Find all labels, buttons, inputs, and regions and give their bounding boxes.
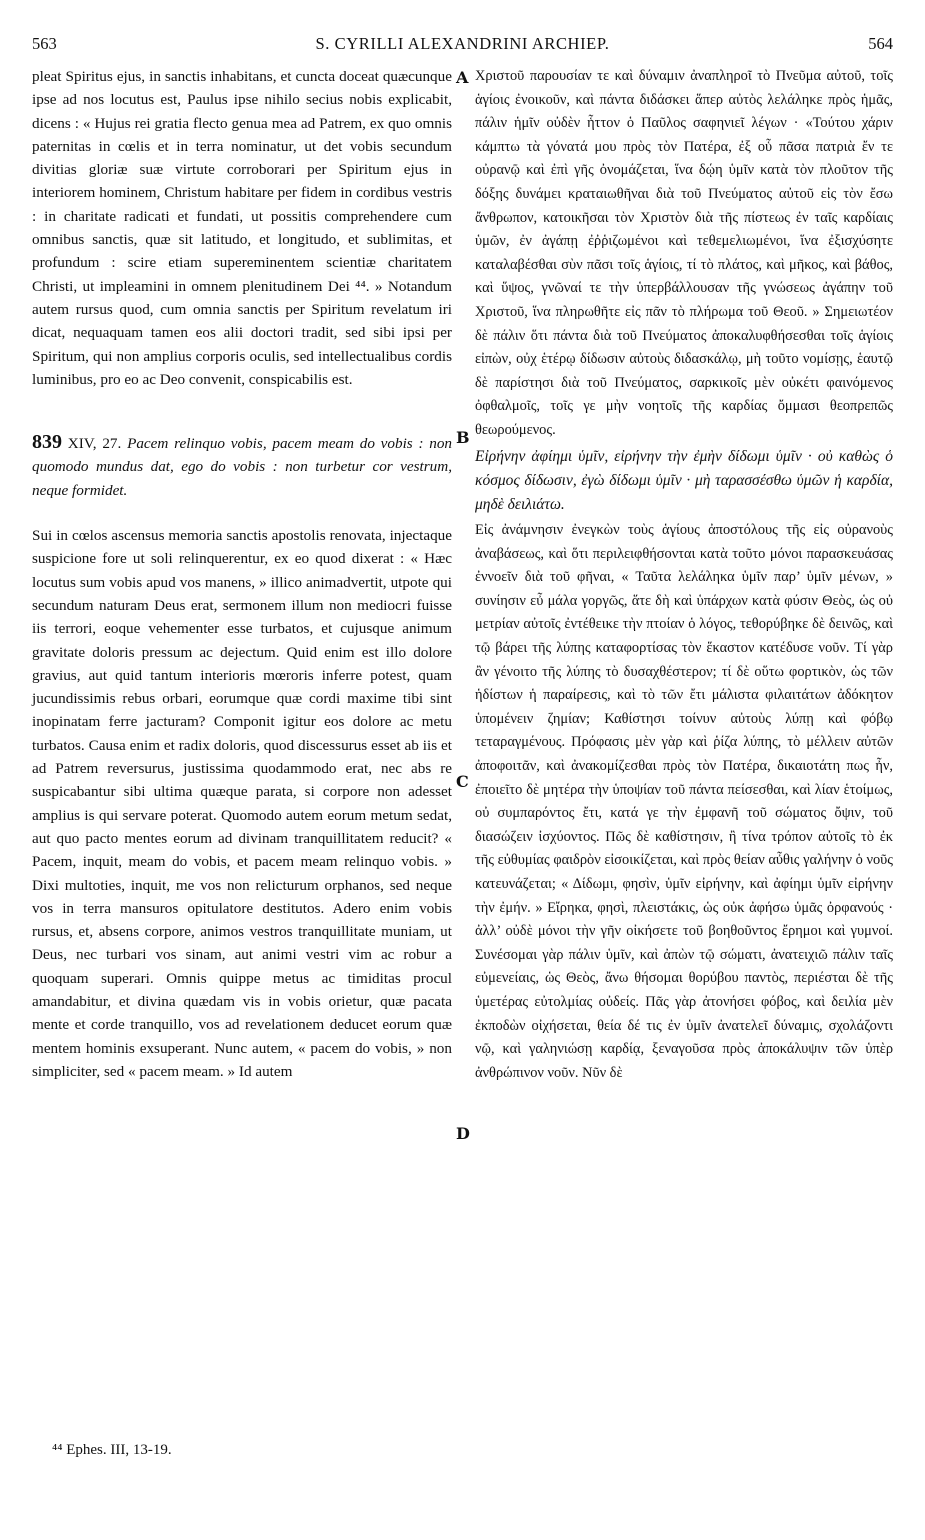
page-number-right: 564 [868,34,893,53]
margin-marker-b: B [456,428,470,447]
margin-marker-d: D [456,1124,470,1143]
latin-paragraph-2: Sui in cœlos ascensus memoria sanctis apostolis renovata, injectaque suspicione fore ut soli relinquerentur, ex eo quod dixerat : « Hæc locutus sum vobis apud vos manens, » illico animadvertit, utpote qui secundum naturam Deus erat, sermonem illum non mediocri fuisse iis terrori, eoque vehementer esse turbatos, et cujusque animum gravitate doloris pressum ac dejectum. Quid enim est illo dolore gravius, aut quid tantum interioris mœroris inferre potest, quam jucundissimis rebus orbari, eorumque quæ cordi maxime tibi sint inopinatam ferre jacturam? Componit igitur eos dolore ac metu turbatos. Causa enim et radix doloris, quod discessurus esset ab iis et ad Patrem reversurus, justissima quodammodo erat, nec abs re suspicabantur sibi ultima quæque parata, si corpore non adesset amplius is qui servare poterat. Quomodo autem eorum metum sedat, aut quo pacto mentes eorum ad divinam tranquillitatem reducit? « Pacem, inquit, meam do vobis, et pacem meam relinquo vobis. » Dixi multoties, inquit, me vos non relicturum orphanos, sed neque vos in terra mansuros opitulatore destitutos. Adero enim vobis rursus, et, absens corpore, animos vestros tranquillitate muniam, ut Deus, nec turbari vos sinam, aut animi vestri vim ac robur a quoquam superari. Omnis quippe metus ac timiditas procul amandabitur, et divina quædam vis in vobis orietur, quæ pacata mente et corde tranquillo, vos ad revelationem deducet eorum quæ mentem hominis exsuperant. Nunc autem, « pacem do vobis, » non simpliciter, sed « pacem meam. » Id autem [32,527,452,1080]
margin-marker-c: C [456,772,469,791]
page-number-left: 563 [32,34,57,53]
greek-paragraph-1: Χριστοῦ παρουσίαν τε καὶ δύναμιν ἀναπληροῖ τὸ Πνεῦμα αὐτοῦ, τοῖς ἁγίοις ἐνοικοῦν, καὶ πάντα διδάσκει ἅπερ αὐτὸς λελάληκε πρὸς ἡμᾶς, πάλιν ἡμῖν οὐδὲν ἧττον ὁ Παῦλος σαφηνιεῖ λέγων · «Τούτου χάριν κάμπτω τὰ γόνατά μου πρὸς τὸν Πατέρα, ἐξ οὗ πᾶσα πατριὰ ἔν τε οὐρανῷ καὶ ἐπὶ γῆς ὀνομάζεται, ἵνα δῴη ὑμῖν κατὰ τὸν πλοῦτον τῆς δόξης δυνάμει κραταιωθῆναι διὰ τοῦ Πνεύματος αὐτοῦ εἰς τὸν ἔσω ἄνθρωπον, κατοικῆσαι τὸν Χριστὸν διὰ τῆς πίστεως ἐν ταῖς καρδίαις ὑμῶν, ἐν ἀγάπῃ ἐῤῥιζωμένοι καὶ τεθεμελιωμένοι, ἵνα ἐξισχύσητε καταλαβέσθαι σὺν πᾶσι τοῖς ἁγίοις, τί τὸ πλάτος, καὶ μῆκος, καὶ βάθος, καὶ ὕψος, γνῶναί τε τὴν ὑπερβάλλουσαν τῆς γνώσεως ἀγάπην τοῦ Χριστοῦ, ἵνα πληρωθῆτε εἰς πᾶν τὸ πλήρωμα τοῦ Θεοῦ. » Σημειωτέον δὲ πάλιν ὅτι πάντα διὰ τοῦ Πνεύματος ἀποκαλυφθήσεσθαι τοῖς ἁγίοις εἰπὼν, οὐχ ἑτέρῳ δίδωσιν αὐτοὺς διδασκάλῳ, μὴ τοῦτο νομίσῃς, ἑαυτῷ δὲ παρίστησι διὰ τοῦ Πνεύματος, σαρκικοῖς μὲν οὐκέτι φαινόμενος ὀφθαλμοῖς, τοῖς γε μὴν νοητοῖς τῆς καρδίας ὄμμασι θεοπρεπῶς θεωρούμενος. [475,68,893,438]
section-reference: XIV, 27. [67,435,122,453]
section-number: 839 [32,431,62,454]
latin-paragraph-1: pleat Spiritus ejus, in sanctis inhabitans, et cuncta doceat quæcunque ipse ad nos locutus est, Paulus ipse nihilo secius nobis explicabit, dicens : « Hujus rei gratia flecto genua mea ad Patrem, ex quo omnis paternitas in cœlis et in terra nominatur, ut det vobis secundum divitias gloriæ suæ virtute corroborari per Spiritum ejus in interiorem hominem, Christum habitare per fidem in cordibus vestris : in charitate radicati et fundati, ut possitis comprehendere cum omnibus sanctis, quæ sit latitudo, et longitudo, et sublimitas, et profundum : scire etiam supereminentem scientiæ charitatem Christi, ut impleamini in omnem plenitudinem Dei ⁴⁴. » Notandum autem rursus quod, cum omnia sanctis per Spiritum revelatum iri dicat, nequaquam tamen eos alii doctori tradit, sed sibi ipsi per Spiritum, qui non amplius corporis oculis, sed intellectualibus cordis luminibus, pro eo ac Deo convenit, conspicabilis est. [32,68,452,388]
greek-lemma: Εἰρήνην ἀφίημι ὑμῖν, εἰρήνην τὴν ἐμὴν δίδωμι ὑμῖν · οὐ καθὼς ὁ κόσμος δίδωσιν, ἐγὼ δίδωμι ὑμῖν · μὴ ταρασσέσθω ὑμῶν ἡ καρδία, μηδὲ δειλιάτω. [475,447,893,513]
greek-column [475,65,893,1085]
section-lemma: Pacem relinquo vobis, pacem meam do vobis : non quomodo mundus dat, ego do vobis : non turbetur cor vestrum, neque formidet. [32,435,453,499]
margin-marker-a: A [456,68,469,87]
footnote: ⁴⁴ Ephes. III, 13-19. [52,1442,172,1458]
latin-column [32,65,452,1083]
section-heading [32,431,452,502]
running-title: S. CYRILLI ALEXANDRINI ARCHIEP. [315,34,610,53]
greek-paragraph-2: Εἰς ἀνάμνησιν ἐνεγκὼν τοὺς ἁγίους ἀποστόλους τῆς εἰς οὐρανοὺς ἀναβάσεως, καὶ ὅτι περιλειφθήσονται κατὰ τοῦτο μόνοι παρασκευάσας ἐννοεῖν διὰ τοῦ φῆναι, « Ταῦτα λελάληκα ὑμῖν παρ’ ὑμῖν μένων, » συνίησιν εὖ μάλα γοργῶς, ἅτε δὴ καὶ ὑπάρχων κατὰ φύσιν Θεὸς, ὡς οὐ μετρίαν αὐτοῖς ἐντέθεικε τὴν πτοίαν ὁ λόγος, τεθορύβηκε δὲ δεινῶς, καὶ τῷ βάρει τῆς λύπης καταφορτίσας τὸν ἕκαστον κατέδυσε νοῦν. Τί γὰρ ἂν γένοιτο τῆς λύπης τὸ δυσαχθέστερον; τί δὲ οὕτω φορτικὸν, ὡς τῶν ἡδίστων ἡ παραίρεσις, καὶ τὸ τῶν ἔτι μάλιστα φιλαιτάτων ἀδόκητον ὑπομένειν ζημίαν; Καθίστησι τοίνυν αὐτοὺς λύπῃ καὶ φόβῳ τεταραγμένους. Πρόφασις μὲν γὰρ καὶ ῥίζα λύπης, τὸ μέλλειν αὐτῶν ἀποφοιτᾶν, καὶ ἀνακομίζεσθαι πρὸς τὸν Πατέρα, δικαιοτάτη πως ἦν, ἐποιεῖτο δὲ μητέρα τὴν ὑποψίαν τοῦ πάντα πείσεσθαι, καὶ λίαν ἑτοίμως, οὐ συμπαρόντος ἔτι, κατά γε τὴν ἐμφανῆ τοῦ σώματος ὄψιν, τοῦ διασώζειν ἰσχύοντος. Πῶς δὲ καθίστησιν, ἢ τίνα τρόπον αὐτοῖς τὸ ἐκ τῆς εὐθυμίας φαιδρὸν εἰσοικίζεται, καὶ πρὸς θείαν αὖθις γαλήνην ὁ νοῦς κατευνάζεται; « Δίδωμι, φησὶν, ὑμῖν εἰρήνην, καὶ ἀφίημι ὑμῖν εἰρήνην τὴν ἐμήν. » Εἴρηκα, φησὶ, πλειστάκις, ὡς οὐκ ἀφήσω ὑμᾶς ὀρφανούς · ἀλλ’ οὐδὲ μόνοι τὴν γῆν οἰκήσετε τοῦ βοηθοῦντος ἔρημοι καὶ γυμνοί. Συνέσομαι γὰρ πάλιν ὑμῖν, καὶ ἀπὼν τῷ σώματι, ἀνατειχιῶ πάλιν ταῖς εὐμενείαις, ὡς Θεὸς, ἄνω θήσομαι θορύβου παντὸς, περιέσται δὲ τῆς ὑμετέρας εὐτολμίας οὐδείς. Πᾶς γὰρ ἀτονήσει φόβος, καὶ δειλία μὲν ἐκποδὼν οἰχήσεται, θεία δέ τις ἐν ὑμῖν ἀνατελεῖ δύναμις, σχολάζοντι νῷ, καὶ γαληνιώσῃ καρδίᾳ, ξεναγοῦσα πρὸς ἀποκάλυψιν τῶν ὑπὲρ ἀνθρώπινον νοῦν. Νῦν δὲ [475,522,893,1081]
page-header [32,34,893,58]
